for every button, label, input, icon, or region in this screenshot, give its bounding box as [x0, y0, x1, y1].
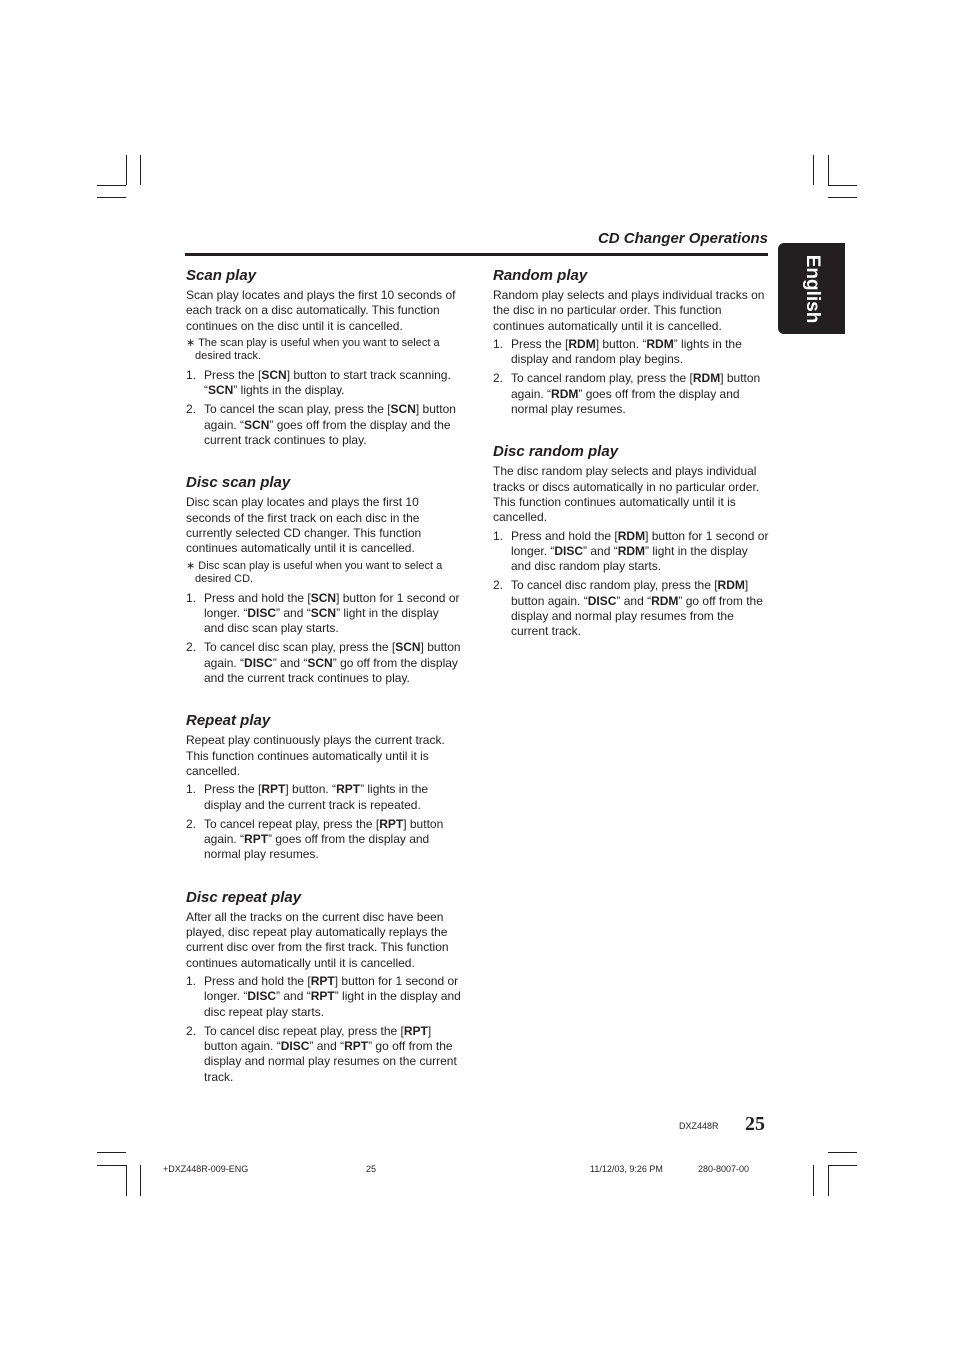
button-label: RDM — [617, 543, 646, 558]
button-label: SCN — [208, 383, 234, 398]
button-label: RPT — [261, 782, 286, 797]
step-text: ] button for 1 second or longer. “ — [511, 528, 769, 558]
crop-mark — [97, 197, 126, 198]
step-text: To cancel repeat play, press the [ — [204, 816, 380, 831]
crop-mark — [828, 185, 857, 186]
step-text: ] button again. “ — [511, 578, 749, 608]
footer-code: 280-8007-00 — [698, 1164, 750, 1174]
step-item — [186, 402, 462, 448]
step-item — [493, 578, 770, 639]
button-label: SCN — [395, 640, 421, 655]
step-text: ” light in the display and disc random play starts. — [511, 543, 748, 574]
step-number: 2. — [186, 640, 197, 655]
crop-mark — [828, 1165, 857, 1166]
step-item — [186, 817, 462, 863]
step-text: ” lights in the display. — [233, 383, 345, 398]
button-label: SCN — [310, 590, 337, 605]
right-column — [493, 266, 770, 665]
button-label: SCN — [390, 402, 416, 417]
step-text: ] button again. “ — [204, 402, 456, 432]
step-number: 2. — [493, 371, 504, 386]
step-text: Press the [ — [511, 336, 569, 351]
crop-mark — [813, 1165, 814, 1196]
step-list — [186, 591, 462, 687]
step-text: To cancel disc scan play, press the [ — [204, 640, 396, 655]
button-label: RDM — [651, 593, 679, 608]
step-text: Press and hold the [ — [511, 528, 618, 543]
step-number: 1. — [186, 367, 197, 382]
step-list — [493, 337, 770, 417]
step-number: 1. — [186, 590, 197, 605]
step-number: 2. — [493, 578, 504, 593]
button-label: RPT — [310, 973, 335, 988]
step-text: ] button again. “ — [204, 1023, 432, 1054]
step-number: 2. — [186, 402, 197, 417]
section — [186, 888, 462, 1085]
crop-mark — [828, 1152, 857, 1153]
button-label: RDM — [692, 371, 721, 386]
button-label: RPT — [244, 832, 269, 847]
step-text: ] button. “ — [595, 336, 647, 351]
step-text: ] button to start track scanning. “ — [204, 367, 451, 398]
step-text: ] button for 1 second or longer. “ — [204, 590, 460, 620]
section — [493, 266, 770, 417]
header-rule — [185, 253, 768, 256]
crop-mark — [828, 1165, 829, 1196]
step-list — [493, 529, 770, 640]
section-header-title: CD Changer Operations — [597, 230, 768, 247]
step-text: To cancel disc random play, press the [ — [511, 578, 718, 593]
page-number: 25 — [745, 1113, 765, 1135]
step-text: ” and “ — [583, 543, 618, 558]
step-item — [493, 337, 770, 368]
step-item — [493, 371, 770, 417]
step-text: ” go off from the display and normal play resumes on the current track. — [204, 1039, 457, 1084]
step-text: ” go off from the display and the current track continues to play. — [204, 655, 458, 686]
model-number: DXZ448R — [679, 1121, 719, 1131]
step-text: Press the [ — [204, 782, 262, 797]
step-text: Press and hold the [ — [204, 590, 311, 605]
crop-mark — [126, 1165, 127, 1196]
step-text: To cancel the scan play, press the [ — [204, 402, 391, 417]
section-body: Random play selects and plays individual tracks on the disc in no particular order. This function continues automatically until it is cancelled. — [493, 288, 765, 333]
footer-date: 11/12/03, 9:26 PM — [590, 1164, 663, 1174]
button-label: RDM — [717, 578, 745, 593]
step-text: Press the [ — [204, 367, 262, 382]
button-label: RDM — [551, 386, 579, 401]
step-item — [186, 640, 462, 686]
section-title: Disc random play — [493, 443, 619, 461]
step-number: 2. — [186, 816, 197, 831]
footer-file: +DXZ448R-009-ENG — [163, 1164, 249, 1174]
section — [186, 473, 462, 686]
crop-mark — [828, 155, 829, 185]
step-text: ] button for 1 second or longer. “ — [204, 973, 459, 1004]
step-text: ” goes off from the display and normal play resumes. — [511, 386, 740, 417]
step-text: ” lights in the display and the current track is repeated. — [204, 782, 429, 812]
button-label: RDM — [646, 336, 674, 351]
crop-mark — [126, 155, 127, 185]
step-text: ] button again. “ — [204, 816, 444, 847]
section — [186, 711, 462, 862]
step-number: 1. — [493, 528, 504, 543]
button-label: RDM — [568, 336, 596, 351]
step-text: ” go off from the display and normal play resumes from the current track. — [511, 593, 763, 639]
button-label: RPT — [336, 782, 361, 797]
crop-mark — [140, 1165, 141, 1196]
step-text: ] button. “ — [285, 782, 337, 797]
crop-mark — [813, 155, 814, 185]
button-label: SCN — [244, 417, 270, 432]
section — [186, 266, 462, 448]
button-label: DISC — [587, 593, 617, 608]
section-body: After all the tracks on the current disc have been played, disc repeat play automatically replays the current disc over from the first track. This function continues automatically until it is cancelled. — [186, 909, 449, 970]
language-tab-label: English — [801, 254, 823, 323]
step-item — [186, 591, 462, 637]
step-text: ” and “ — [276, 605, 311, 620]
section-title: Disc repeat play — [186, 888, 302, 906]
step-text: ” light in the display and disc repeat play starts. — [204, 989, 461, 1019]
step-list — [186, 974, 462, 1085]
section-title: Repeat play — [186, 712, 271, 730]
step-text: ” goes off from the display and normal play resumes. — [204, 832, 430, 862]
step-item — [493, 529, 770, 575]
step-text: To cancel disc repeat play, press the [ — [204, 1023, 404, 1038]
button-label: RPT — [310, 989, 335, 1004]
section-note: ∗ The scan play is useful when you want to select a desired track. — [186, 336, 440, 362]
step-item — [186, 782, 462, 813]
step-item — [186, 974, 462, 1020]
section — [493, 442, 770, 639]
step-text: Press and hold the [ — [204, 973, 311, 988]
footer-page: 25 — [366, 1164, 377, 1174]
step-text: ” and “ — [272, 655, 308, 670]
step-text: ” and “ — [309, 1039, 345, 1054]
button-label: RPT — [344, 1039, 369, 1054]
step-list — [186, 368, 462, 448]
step-number: 1. — [186, 782, 197, 797]
step-text: To cancel random play, press the [ — [511, 371, 693, 386]
language-tab — [778, 243, 845, 334]
section-title: Scan play — [186, 267, 257, 284]
step-number: 1. — [186, 973, 197, 988]
step-text: ” goes off from the display and the current track continues to play. — [204, 417, 451, 448]
step-text: ” light in the display and disc scan play starts. — [204, 605, 439, 636]
step-number: 2. — [186, 1023, 197, 1038]
button-label: DISC — [244, 655, 273, 670]
section-note: ∗ Disc scan play is useful when you want to select a desired CD. — [186, 559, 443, 585]
step-item — [186, 1024, 462, 1085]
button-label: DISC — [554, 543, 584, 558]
crop-mark — [97, 1152, 126, 1153]
step-text: ] button again. “ — [511, 371, 761, 401]
button-label: SCN — [310, 605, 337, 620]
section-body: Repeat play continuously plays the current track. This function continues automatically until it is cancelled. — [186, 733, 445, 778]
crop-mark — [828, 197, 857, 198]
button-label: DISC — [247, 989, 277, 1004]
crop-mark — [97, 1165, 126, 1166]
button-label: SCN — [261, 367, 287, 382]
section-title: Random play — [493, 267, 588, 284]
section-body: Scan play locates and plays the first 10 seconds of each track on a disc automatically. This function continues on the disc until it is cancelled. — [186, 288, 456, 333]
step-text: ] button again. “ — [204, 640, 461, 670]
button-label: DISC — [247, 605, 277, 620]
step-text: ” and “ — [276, 989, 311, 1004]
crop-mark — [140, 155, 141, 185]
step-item — [186, 368, 462, 399]
section-body: The disc random play selects and plays individual tracks or discs automatically in no particular order. This function continues automatically until it is cancelled. — [493, 464, 760, 525]
button-label: RPT — [379, 816, 404, 831]
left-column — [186, 266, 462, 1110]
button-label: SCN — [307, 655, 333, 670]
button-label: RDM — [617, 528, 646, 543]
step-text: ” and “ — [616, 593, 652, 608]
step-number: 1. — [493, 336, 504, 351]
button-label: RPT — [403, 1023, 428, 1038]
button-label: DISC — [280, 1039, 310, 1054]
crop-mark — [97, 185, 126, 186]
section-title: Disc scan play — [186, 474, 291, 492]
section-body: Disc scan play locates and plays the first 10 seconds of the first track on each disc in the currently selected CD changer. This function continues automatically until it is cancelled. — [186, 495, 422, 556]
step-list — [186, 782, 462, 862]
step-text: ” lights in the display and random play begins. — [511, 336, 742, 367]
